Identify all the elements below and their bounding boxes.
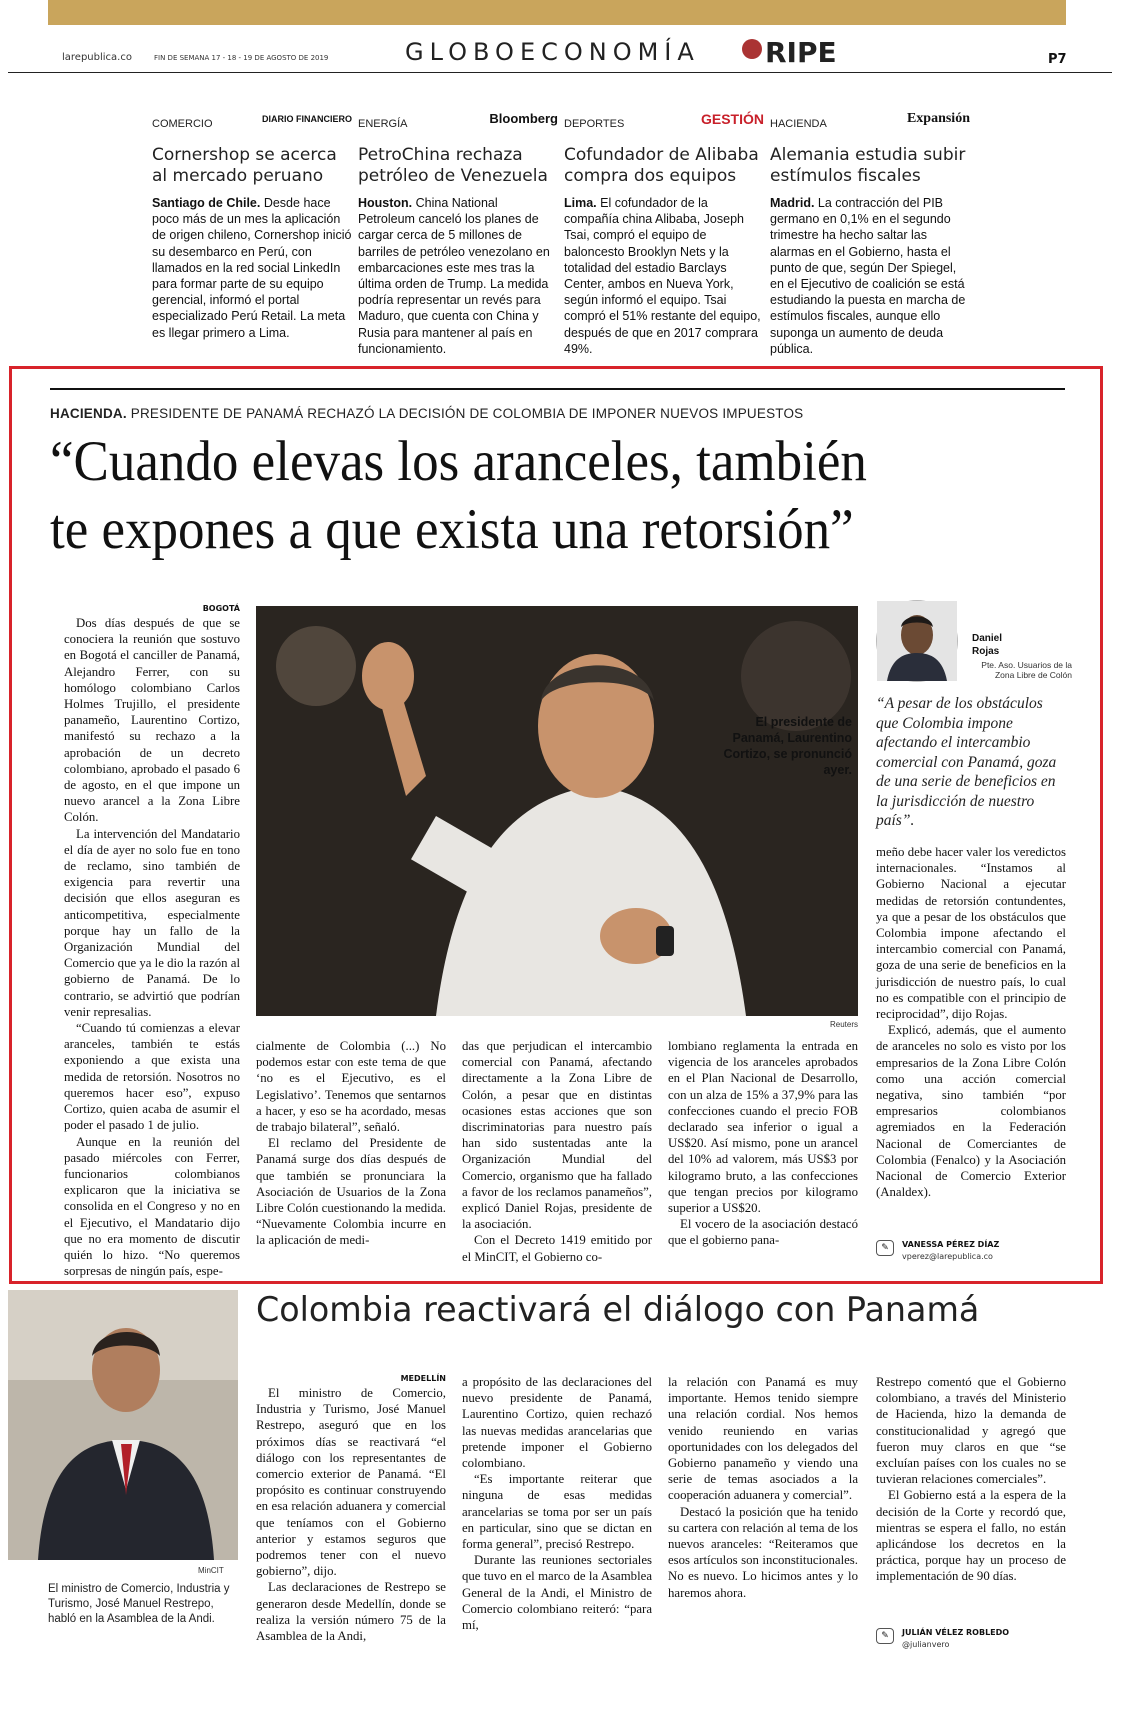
partner-name: RIPE: [765, 36, 837, 69]
second-dateline: MEDELLÍN: [400, 1374, 446, 1383]
paragraph: a propósito de las declaraciones del nuevo presidente de Panamá, Laurentino Cortizo, quien rechazó las nuevas medidas arancelarias que pretende imponer el Gobierno colombiano.: [462, 1375, 652, 1471]
partner-logo: [742, 36, 837, 69]
main-author-email[interactable]: vperez@larepublica.co: [902, 1252, 993, 1261]
brief-section: HACIENDA: [770, 118, 827, 130]
kicker-topic: HACIENDA.: [50, 406, 127, 421]
brief-body: [152, 195, 352, 341]
brief-title: Cofundador de Alibaba compra dos equipos: [564, 145, 759, 186]
second-headline: Colombia reactivará el diálogo con Panamá: [256, 1290, 980, 1330]
issue-date: FIN DE SEMANA 17 - 18 - 19 DE AGOSTO DE 2019: [154, 54, 329, 62]
paragraph: meño debe hacer valer los veredictos internacionales. “Instamos al Gobierno Nacional a ejecutar medidas de retorsión contundentes, ya que a pesar de los obstáculos que Colombia impone afectando el intercambio comercial con Panamá, goza de una serie de beneficios en la jurisdicción de nuestro país, lo cual no es compatible con el principio de reciprocidad”, dijo Rojas.: [876, 845, 1066, 1022]
brief-sports: [564, 112, 764, 357]
brief-text: La contracción del PIB germano en 0,1% en el segundo trimestre ha hecho saltar las alarmas en el Gobierno, hasta el punto de que, según Der Spiegel, en el Ejecutivo de coalición se está estudiando la puesta en marcha de estímulos fiscales, aunque ello suponga un aumento de deuda pública.: [770, 196, 966, 356]
person-portrait-icon: [877, 601, 957, 681]
brief-source: GESTIÓN: [700, 111, 764, 127]
story-dateline: BOGOTÁ: [202, 604, 240, 613]
brief-body: [358, 195, 558, 357]
section-title: GLOBOECONOMÍA: [405, 38, 700, 66]
headline-line-1: “Cuando elevas los aranceles, también: [50, 430, 867, 493]
author-comment-icon: ✎: [876, 1240, 894, 1256]
quote-last-name: Rojas: [972, 646, 1000, 657]
ripe-logo-icon: [742, 39, 762, 59]
kicker-text: PRESIDENTE DE PANAMÁ RECHAZÓ LA DECISIÓN DE COLOMBIA DE IMPONER NUEVOS IMPUESTOS: [126, 406, 804, 421]
brief-source: DIARIO FINANCIERO: [262, 114, 352, 124]
daniel-rojas-avatar: [876, 600, 958, 682]
story-column-1: [64, 604, 240, 1279]
photo2-credit: MinCIT: [198, 1566, 224, 1575]
story-column-4: [668, 1038, 858, 1264]
paragraph: Aunque en la reunión del pasado miércoles con Ferrer, funcionarios colombianos explicaron que la iniciativa se consolida en el Congreso y no en el Ejecutivo, el Mandatario dijo que no era momento de discutir quién lo hizo. “No queremos sorpresas de ningún país, espe-: [64, 1134, 240, 1279]
headline-line-2: te expones a que exista una retorsión”: [50, 498, 854, 561]
paragraph: Las declaraciones de Restrepo se generaron desde Medellín, donde se realiza la versión número 75 de la Asamblea de la Andi,: [256, 1580, 446, 1644]
paragraph: El ministro de Comercio, Industria y Turismo, José Manuel Restrepo, aseguró que en los próximos días se reactivará “el diálogo con los representantes de comercio exterior de Panamá. “El propósito es continuar construyendo en esa relación aduanera y comercial que teníamos con el Gobierno anterior y estamos seguros que podremos tener con el nuevo gobierno”, dijo.: [256, 1386, 446, 1579]
brief-section: ENERGÍA: [358, 118, 408, 130]
brief-text: China National Petroleum canceló los planes de cargar cerca de 5 millones de barriles de petróleo venezolano en embarcaciones este mes tras la última orden de Trump. La medida podría representar un revés para Maduro, que cuenta con China y Rusia para mantener al país en funcionamiento.: [358, 196, 550, 356]
paragraph: Dos días después de que se conociera la reunión que sostuvo en Bogotá el canciller de Panamá, Alejandro Ferrer, con su homólogo colombiano Carlos Holmes Trujillo, el presidente panameño, Laurentino Cortizo, manifestó su rechazo a la aprobación de un decreto colombiano, aprobado el pasado 6 de agosto, en el que impone un nuevo arancel a la Zona Libre Colón.: [64, 616, 240, 825]
brief-commerce: [152, 112, 352, 341]
brief-section: DEPORTES: [564, 118, 625, 130]
brief-title: Cornershop se acerca al mercado peruano: [152, 145, 337, 186]
paragraph: la relación con Panamá es muy importante. Hemos tenido siempre una relación cordial. Nos hemos venido reuniendo en varias oportunidades con los delegados del Gobierno panameño y viendo una serie de temas asociados a la cooperación aduanera y comercial”.: [668, 1375, 858, 1503]
main-author: VANESSA PÉREZ DÍAZ: [902, 1240, 1000, 1249]
page-number: P7: [1048, 52, 1067, 67]
paragraph: El reclamo del Presidente de Panamá surge dos días después de que también se pronunciara la Asociación de Usuarios de la Zona Libre Colón cuestionando la medida. “Nuevamente Colombia incurre en la aplicación de medi-: [256, 1136, 446, 1248]
brief-body: [564, 195, 764, 357]
paragraph: “Es importante reiterar que ninguna de esas medidas arancelarias se toma por ser un país en particular, sino que se dictan en forma general”, precisó Restrepo.: [462, 1472, 652, 1552]
second-column-3: [668, 1374, 858, 1664]
photo-caption: El presidente de Panamá, Laurentino Cortizo, se pronunció ayer.: [723, 715, 852, 777]
paragraph: Explicó, además, que el aumento de aranceles no solo es visto por los empresarios de la Zona Libre Colón como una acción comercial negativa, sino también “por empresarios colombianos agremiados en la Federación Nacional de Comerciantes de Colombia (Fenalco) y la Asociación Nacional de Comercio Exterior (Analdex).: [876, 1023, 1066, 1200]
story-column-2: [256, 1038, 446, 1264]
second-column-4: [876, 1374, 1066, 1614]
president-waving-icon: [256, 606, 858, 1016]
header-divider: [8, 72, 1112, 73]
story-column-5: [876, 844, 1066, 1234]
quote-first-name: Daniel: [972, 633, 1003, 644]
paragraph: lombiano reglamenta la entrada en vigencia de los aranceles aprobados en el Plan Nacional de Desarrollo, con un alza de 15% a 37,9% para las confecciones cuando el precio FOB declarado sea inferior o igual a US$20. Así mismo, pone un arancel del 10% ad valorem, más US$3 por kilogramo bruto, a las confecciones que tengan precios por kilogramo superior a US$20.: [668, 1039, 858, 1216]
paragraph: “Cuando tú comienzas a elevar aranceles, también te estás exponiendo a que exista una medida de retorsión. Nosotros no queremos hacer eso”, expuso Cortizo, quien acaba de asumir el poder el pasado 1 de julio.: [64, 1021, 240, 1133]
minister-portrait-icon: [8, 1290, 238, 1560]
brief-text: Desde hace poco más de un mes la aplicación de origen chileno, Cornershop inició su desembarco en Perú, con llamados en la red social LinkedIn para formar parte de su equipo gerencial, informó el portal especializado Perú Retail. La meta es llegar primero a Lima.: [152, 196, 352, 340]
restrepo-photo: [8, 1290, 238, 1560]
quote-name: [972, 632, 1002, 658]
story-headline: [50, 428, 999, 564]
brief-source: Bloomberg: [489, 111, 558, 126]
paragraph: Destacó la posición que ha tenido su cartera con relación al tema de los nuevos aranceles: “Reiteramos que esos artículos son inconstitucionales. No es nuevo. Lo hicimos antes y lo haremos ahora.: [668, 1504, 858, 1600]
photo2-caption: El ministro de Comercio, Industria y Turismo, José Manuel Restrepo, habló en la Asamblea de la Andi.: [48, 1583, 230, 1625]
second-column-1: [256, 1374, 446, 1664]
second-author: JULIÁN VÉLEZ ROBLEDO: [902, 1628, 1010, 1637]
brief-body: [770, 195, 970, 357]
brief-lead: Houston.: [358, 196, 413, 210]
brief-lead: Madrid.: [770, 196, 815, 210]
brief-lead: Lima.: [564, 196, 597, 210]
cortizo-photo: [256, 606, 858, 1016]
brief-title: Alemania estudia subir estímulos fiscales: [770, 145, 966, 186]
pull-quote: “A pesar de los obstáculos que Colombia impone afectando el intercambio comercial con Panamá, goza de una serie de beneficios en la jurisdicción de nuestro país”.: [876, 695, 1057, 829]
brief-lead: Santiago de Chile.: [152, 196, 261, 210]
author2-comment-icon: ✎: [876, 1628, 894, 1644]
paragraph: cialmente de Colombia (...) No podemos estar con este tema de que ‘no es el Ejecutivo, es el Legislativo’. Tenemos que sentarnos a hacer, y eso se ha acordado, mesas de trabajo bilateral”, señaló.: [256, 1039, 446, 1135]
photo-credit: Reuters: [830, 1020, 859, 1029]
paragraph: El vocero de la asociación destacó que el gobierno pana-: [668, 1217, 858, 1248]
second-column-2: [462, 1374, 652, 1664]
site-name[interactable]: larepublica.co: [62, 52, 132, 63]
paragraph: El Gobierno está a la espera de la decisión de la Corte y recordó que, mientras se espera el fallo, no están aplicándose los decretos en la práctica, porque hay un proceso de implementación de 90 días.: [876, 1488, 1066, 1584]
topic-divider: [50, 388, 1065, 390]
paragraph: Durante las reuniones sectoriales que tuvo en el marco de la Asamblea General de la Andi, el Ministro de Comercio colombiano reiteró: “para mí,: [462, 1553, 652, 1633]
quote-role: Pte. Aso. Usuarios de la Zona Libre de Colón: [981, 660, 1072, 680]
brief-section: COMERCIO: [152, 118, 213, 130]
paragraph: Restrepo comentó que el Gobierno colombiano, a través del Ministerio de Hacienda, hizo la demanda de constitucionalidad y agregó que fueron muy claros en que “se excluían países con los cuales no se tuvieran relaciones comerciales”.: [876, 1375, 1066, 1487]
story-column-3: [462, 1038, 652, 1264]
top-color-bar: [48, 0, 1066, 25]
brief-title: PetroChina rechaza petróleo de Venezuela: [358, 145, 548, 186]
brief-energy: [358, 112, 558, 357]
brief-source: Expansión: [906, 111, 970, 126]
second-author-handle[interactable]: @julianvero: [902, 1640, 950, 1649]
story-kicker: [50, 406, 803, 421]
paragraph: La intervención del Mandatario el día de ayer no solo fue en tono de reclamo, sino también de exigencia para revertir una decisión que ellos aseguran es anticompetitiva, especialmente porque hay un fallo de la Organización Mundial del Comercio que ya le dio la razón al gobierno de Panamá. De lo contrario, se advirtió que podrían venir represalias.: [64, 826, 240, 1019]
brief-text: El cofundador de la compañía china Alibaba, Joseph Tsai, compró el equipo de baloncesto Brooklyn Nets y la totalidad del estadio Barclays Center, ambos en Nueva York, según informó el equipo. Tsai compró el 51% restante del equipo, después de que en 2017 comprara 49%.: [564, 196, 761, 356]
paragraph: Con el Decreto 1419 emitido por el MinCIT, el Gobierno co-: [462, 1233, 652, 1264]
paragraph: das que perjudican el intercambio comercial con Panamá, afectando directamente a la Zona Libre de Colón, a pesar que en distintas ocasiones estas acciones que son discriminatorias para nuestro país han sido sustentadas ante la Organización Mundial del Comercio, organismo que ha fallado a favor de los reclamos panameños”, explicó Daniel Rojas, presidente de la asociación.: [462, 1039, 652, 1232]
brief-finance: [770, 112, 970, 357]
